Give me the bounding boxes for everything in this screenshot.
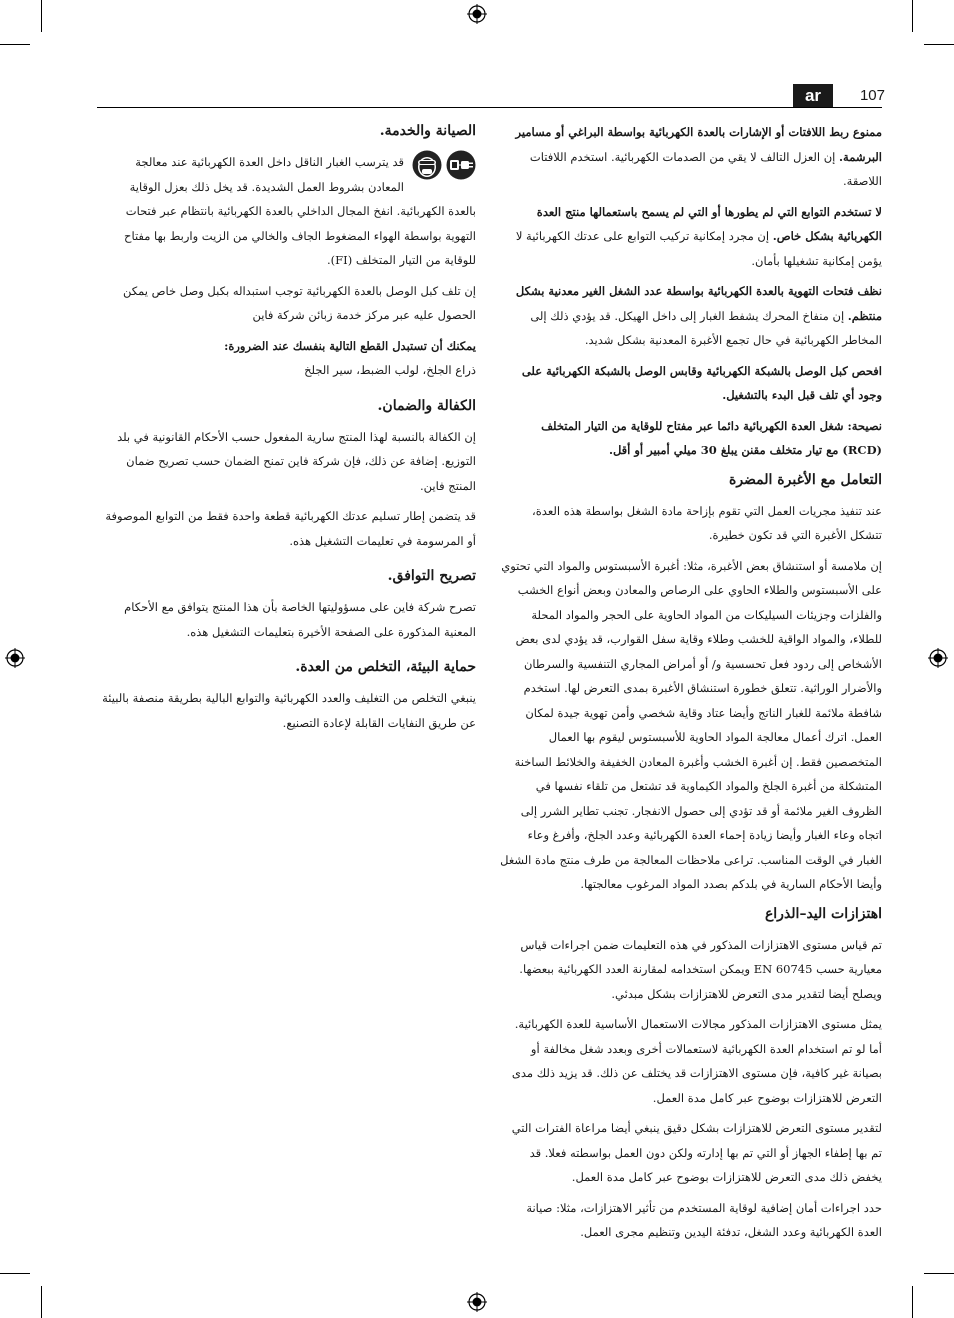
safety-para-vents — [500, 279, 882, 353]
environment-para-1: ينبغي التخلص من التغليف والعدد الكهربائية والتوابع البالية بطريقة منصفة بالبيئة عن طريق النفايات القابلة لإعادة التصنيع. — [102, 691, 476, 730]
registration-mark-icon — [467, 1292, 487, 1312]
right-column — [500, 120, 882, 1251]
safety-para-rcd: نصيحة: شغل العدة الكهربائية دائما عبر مفتاح للوقاية من التيار المتخلف (RCD) مع تيار متخلف مقنن يبلغ 30 ميلي أمبير أو أقل. — [541, 418, 882, 457]
crop-mark-top-right-vertical — [912, 0, 913, 32]
left-column — [100, 120, 476, 747]
maintenance-section-title: الصيانة والخدمة. — [379, 123, 476, 139]
conformity-section-title: تصريح التوافق. — [387, 568, 476, 584]
dust-section-title: التعامل مع الأغبرة المضرة — [728, 471, 882, 488]
language-tag: ar — [793, 84, 833, 107]
registration-mark-icon — [5, 648, 25, 668]
warranty-para-1: إن الكفالة بالنسبة لهذا المنتج سارية المفعول حسب الأحكام القانونية في بلد التوزيع. إضافة عن ذلك، فإن شركة فاين تمنح الضمان حسب تصريح ضمان المنتج فاين. — [117, 429, 476, 493]
crop-mark-bottom-left-vertical — [41, 1286, 42, 1318]
crop-mark-top-left-vertical — [41, 0, 42, 32]
plug-disconnect-icon — [446, 150, 476, 180]
vibration-para-4: حدد اجراءات أمان إضافية لوقاية المستخدم من تأثير الاهتزازات، مثلا: صيانة العدة الكهربائية وعدد الشغل، تدفئة اليدين وتنظيم مجرى العمل. — [526, 1200, 882, 1239]
header-rule — [97, 107, 882, 108]
registration-mark-icon — [928, 648, 948, 668]
dust-para-1: عند تنفيذ مجريات العمل التي تقوم بإزاحة مادة الشغل بواسطة هذه العدة، تتشكل الأغبرة التي قد تكون خطيرة. — [532, 503, 882, 542]
goggles-mask-icon — [412, 150, 442, 180]
maintenance-para-2: إن تلف كبل الوصل بالعدة الكهربائية توجب استبداله بكبل وصل خاص يمكن الحصول عليه عبر مركز خدمة زبائن شركة فاين — [122, 283, 476, 322]
maintenance-parts-heading: يمكنك أن تستبدل القطع التالية بنفسك عند الضرورة: — [224, 338, 476, 353]
dust-para-2: إن ملامسة أو استنشاق بعض الأغبرة، مثلا: أغبرة الأسبستوس والمواد التي تحتوي على الأسبستوس والطلاء الحاوي على الرصاص والمعادن وبعض أنواع الخشب والفلزات وجزيئات السيليكات من المواد الحاوية على الحجر والمواد المحلة للطلاء، والمواد الواقية للخشب وطلاء وقاية سفل القوارب، قد يؤدي لدى بعض الأشخاص إلى ردود فعل تحسسية و/ أو أمراض المجاري التنفسية والسرطان والأضرار الوراثية. تتعلق خطورة استنشاق الأغبرة بمدى التعرض لها. استخدم شافطة ملائمة للغبار الناتج وأيضا عتاد وقاية شخصي وأمن تهوية جيدة لمكان العمل. اترك أعمال معالجة المواد الحاوية للأسبستوس ليقوم بها العمال المتخصصين فقط. إن أغبرة الخشب وأغبرة المعادن الخفيفة والخلائط الساخنة المتشكلة من أغبرة الجلخ والمواد الكيماوية قد تشتعل من تلقاء نفسها في الظروف الغير ملائمة أو قد تؤدي إلى حصول الانفجار. تجنب تطاير الشرر إلى اتجاه وعاء الغبار وأيضا زيادة إحماء العدة الكهربائية وعدد الجلخ، وأفرغ وعاء الغبار في الوقت المناسب. تراعى ملاحظات المعالجة من طرف منتج مادة الشغل وأيضا الأحكام السارية في بلدكم بصدد المواد المرغوب معالجتها. — [500, 558, 882, 891]
safety-para-signs-text: إن العزل التالف لا يقي من الصدمات الكهربائية. استخدم اللافتات اللاصقة. — [529, 149, 882, 188]
safety-para-signs-bold: ممنوع ربط اللافتات أو الإشارات بالعدة الكهربائية بواسطة البراغي أو مسامير البرشمة. — [515, 125, 882, 164]
vibration-para-3: لتقدير مستوى التعرض للاهتزازات بشكل دقيق ينبغي أيضا مراعاة الفترات التي تم بها إطفاء الجهاز أو التي تم بها إدارته ولكن دون العمل بواسطته فعلا. قد يخفض ذلك مدى التعرض للاهتزازات بوضوح عبر كامل مدة العمل. — [511, 1121, 882, 1184]
safety-para-vents-bold: نظف فتحات التهوية بالعدة الكهربائية بواسطة عدد الشغل الغير معدنية بشكل منتظم. — [515, 284, 882, 323]
vibration-para-2: يمثل مستوى الاهتزازات المذكور مجالات الاستعمال الأساسية للعدة الكهربائية. أما لو تم استخدام العدة الكهربائية لاستعمالات أخرى وبعدد شغل مخالفة أو بصيانة غير كافية، فإن مستوى الاهتزازات قد يختلف عن ذلك. قد يزيد ذلك مدى التعرض للاهتزازات بوضوح عبر كامل مدة العمل. — [511, 1017, 882, 1105]
vibration-para-1: تم قياس مستوى الاهتزازات المذكور في هذه التعليمات ضمن اجراءات قياس معيارية حسب EN 60745 ويمكن استخدامه لمقارنة العدد الكهربائية ببعضها. ويصلح أيضا لتقدير مدى التعرض للاهتزازات بشكل مبدئي. — [519, 937, 882, 1001]
maintenance-icons — [412, 150, 476, 180]
crop-mark-bottom-right-horizontal — [924, 1273, 954, 1274]
safety-para-accessories-bold: لا تستخدم التوابع التي لم يطورها أو التي لم يسمح باستعمالها منتج العدة الكهربائية بشكل خاص. — [536, 204, 882, 243]
conformity-section — [100, 565, 476, 644]
crop-mark-bottom-left-horizontal — [0, 1273, 30, 1274]
safety-para-vents-text: إن منفاخ المحرك يشفط الغبار إلى داخل الهيكل. قد يؤدي ذلك إلى المخاطر الكهربائية في حال تجمع الأغبرة المعدنية بشكل شديد. — [530, 308, 882, 347]
warranty-section-title: الكفالة والضمان. — [377, 397, 476, 414]
safety-para-accessories-text: إن مجرد إمكانية تركيب التوابع على عدتك الكهربائية لا يؤمن إمكانية تشغيلها بأمان. — [515, 229, 882, 268]
safety-para-accessories — [500, 200, 882, 274]
page-number: 107 — [859, 87, 885, 104]
vibration-section-title: اهتزازات اليد–الذراع — [764, 905, 882, 922]
crop-mark-top-left-horizontal — [0, 44, 30, 45]
maintenance-section — [100, 120, 476, 383]
safety-para-cable: افحص كبل الوصل بالشبكة الكهربائية وقابس الوصل بالشبكة الكهربائية على وجود أي تلف قبل البدء بالتشغيل. — [521, 363, 882, 402]
maintenance-parts-list: ذراع الجلخ، لولب الضبط، سير الجلخ — [304, 363, 476, 377]
environment-section — [100, 656, 476, 735]
registration-mark-icon — [467, 4, 487, 24]
warranty-para-2: قد يتضمن إطار تسليم عدتك الكهربائية قطعة واحدة فقط من التوابع الموصوفة أو المرسومة في تعليمات التشغيل هذه. — [105, 509, 476, 548]
safety-para-signs — [500, 120, 882, 194]
environment-section-title: حماية البيئة، التخلص من العدة. — [295, 659, 476, 675]
maintenance-para-1: قد يترسب الغبار الناقل داخل العدة الكهربائية عند معالجة المعادن بشروط العمل الشديدة. قد يخل ذلك بعزل الوقاية بالعدة الكهربائية. انفخ المجال الداخلي بالعدة الكهربائية بانتظام عبر فتحات التهوية بواسطة الهواء المضغوط الجاف والخالي من الزيت واربط بها مفتاح للوقاية من التيار المتخلف (FI). — [124, 155, 476, 267]
warranty-section — [100, 395, 476, 554]
crop-mark-bottom-right-vertical — [912, 1286, 913, 1318]
crop-mark-top-right-horizontal — [924, 44, 954, 45]
conformity-para-1: تصرح شركة فاين على مسؤوليتها الخاصة بأن هذا المنتج يتوافق مع الأحكام المعنية المذكورة على الصفحة الأخيرة بتعليمات التشغيل هذه. — [124, 600, 476, 639]
